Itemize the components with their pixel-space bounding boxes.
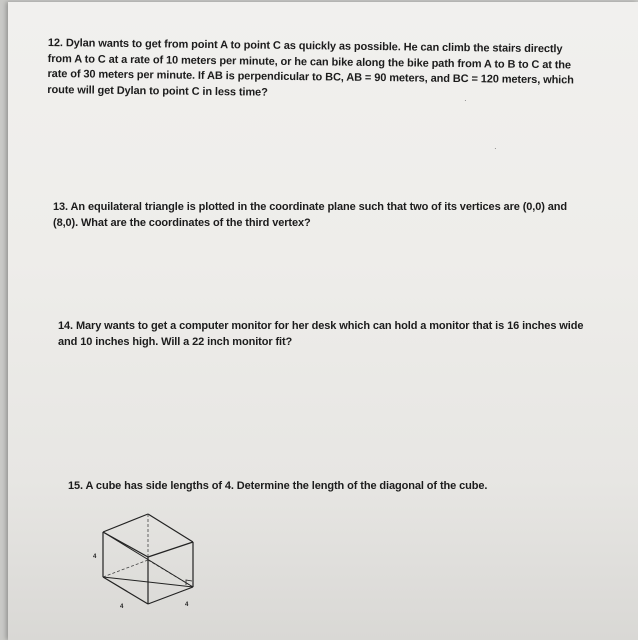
question-12-line-3: rate of 30 meters per minute. If AB is perpendicular to BC, AB = 90 meters, and BC = 120 meters, which	[47, 67, 574, 87]
question-12	[47, 36, 608, 105]
question-15-line-1: 15. A cube has side lengths of 4. Determine the length of the diagonal of the cube.	[68, 480, 488, 492]
paper-speck: ·	[494, 144, 497, 153]
question-14-line-1: 14. Mary wants to get a computer monitor for her desk which can hold a monitor that is 16 inches wide	[58, 320, 584, 332]
question-13-line-1: 13. An equilateral triangle is plotted in the coordinate plane such that two of its vertices are (0,0) and	[53, 201, 568, 213]
paper-speck: ·	[464, 96, 467, 105]
cube-depth-label: 4	[185, 602, 189, 608]
cube-edge	[148, 542, 193, 557]
cube-left-label: 4	[93, 554, 97, 560]
question-12-line-4: route will get Dylan to point C in less time?	[47, 83, 268, 99]
question-12-line-2: from A to C at a rate of 10 meters per minute, or he can bike along the bike path from A to B to C at the	[47, 52, 572, 71]
question-13-line-2: (8,0). What are the coordinates of the third vertex?	[53, 216, 311, 229]
cube-bottom-label: 4	[120, 604, 124, 610]
question-12-line-1: 12. Dylan wants to get from point A to point C as quickly as possible. He can climb the stairs directly	[47, 36, 563, 56]
question-15	[68, 479, 588, 495]
cube-edge	[103, 514, 148, 532]
cube-diagram	[88, 512, 218, 612]
question-14	[58, 319, 608, 350]
question-13	[53, 200, 603, 231]
question-14-line-2: and 10 inches high. Will a 22 inch monitor fit?	[58, 335, 293, 348]
cube-hidden-edge	[103, 560, 148, 577]
worksheet-page	[8, 2, 638, 640]
cube-edge	[148, 514, 193, 542]
